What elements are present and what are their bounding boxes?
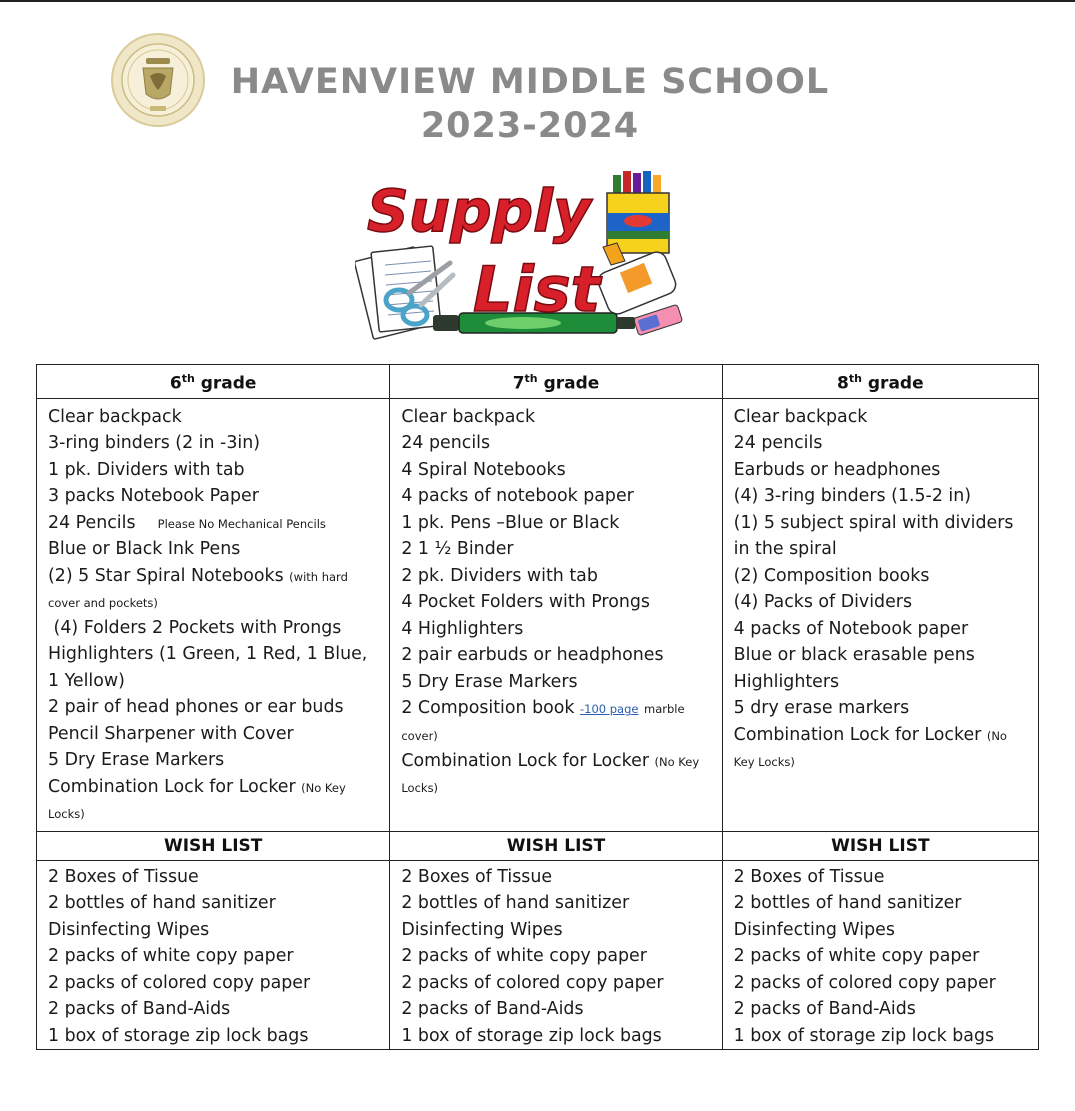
list-item: Earbuds or headphones [733, 459, 941, 480]
list-item: Blue or Black Ink Pens [48, 539, 241, 560]
list-item: 2 packs of colored copy paper [733, 972, 996, 993]
list-item: 2 packs of Band-Aids [48, 999, 231, 1020]
list-item: (2) Composition books [733, 565, 930, 586]
list-item: 3 packs Notebook Paper [48, 486, 259, 507]
list-item: 4 packs of Notebook paper [733, 618, 969, 639]
grade-7-wish-list [390, 860, 722, 1050]
list-item: (4) 3-ring binders (1.5-2 in) [733, 486, 972, 507]
list-item: 2 Boxes of Tissue [48, 866, 199, 887]
list-item: 4 Spiral Notebooks [401, 459, 566, 480]
grade-6-wish-list [37, 860, 390, 1050]
list-item: 2 packs of white copy paper [401, 946, 647, 967]
list-item: 2 packs of colored copy paper [48, 972, 311, 993]
list-item: 24 pencils [733, 433, 823, 454]
list-item: 2 Boxes of Tissue [733, 866, 885, 887]
list-item: Pencil Sharpener with Cover [48, 723, 294, 744]
wish-list-header-6: WISH LIST [37, 831, 390, 860]
list-item: Combination Lock for Locker (No Key Locks) [733, 724, 1007, 769]
wish-list-header-7: WISH LIST [390, 831, 722, 860]
item-note: (No Key Locks) [733, 728, 1007, 769]
grade-8-supplies [722, 398, 1038, 831]
grade-7-supplies [390, 398, 722, 831]
school-name: HAVENVIEW MIDDLE SCHOOL [230, 62, 830, 102]
list-item: (4) Packs of Dividers [733, 592, 913, 613]
list-item: 2 bottles of hand sanitizer [48, 893, 276, 914]
crayon-box-icon [607, 171, 669, 253]
supply-list-table [36, 364, 1039, 1050]
list-item: 4 packs of notebook paper [401, 486, 634, 507]
list-item: 4 Highlighters [401, 618, 524, 639]
list-item: 2 packs of Band-Aids [401, 999, 584, 1020]
list-item: 2 pair of head phones or ear buds [48, 697, 344, 718]
list-item: (2) 5 Star Spiral Notebooks (with hard cover and pockets) [48, 565, 348, 610]
list-item: 24 pencils [401, 433, 491, 454]
supply-list-clipart [355, 165, 695, 345]
list-item: 4 Pocket Folders with Prongs [401, 592, 650, 613]
item-note: Please No Mechanical Pencils [157, 516, 326, 531]
list-item: 1 pk. Dividers with tab [48, 459, 245, 480]
list-item: 2 packs of white copy paper [733, 946, 980, 967]
list-item: 2 bottles of hand sanitizer [401, 893, 630, 914]
list-item: Clear backpack [401, 406, 536, 427]
top-border-line [0, 0, 1075, 2]
list-item: 2 packs of colored copy paper [401, 972, 664, 993]
grade-8-header: 8th grade [722, 365, 1038, 399]
list-item: Disinfecting Wipes [401, 919, 563, 940]
list-item: Combination Lock for Locker (No Key Locks) [401, 751, 700, 796]
list-art-word: List [473, 253, 601, 326]
list-item: (1) 5 subject spiral with dividers in the spiral [733, 512, 1014, 560]
list-item: Clear backpack [48, 406, 182, 427]
supply-art-word: Supply [367, 177, 591, 245]
list-item: 5 Dry Erase Markers [48, 750, 225, 771]
grade-8-wish-list [722, 860, 1038, 1050]
eraser-icon [633, 304, 682, 335]
list-item: Clear backpack [733, 406, 868, 427]
list-item: Highlighters [733, 671, 840, 692]
list-item: 2 bottles of hand sanitizer [733, 893, 962, 914]
grade-7-header: 7th grade [390, 365, 722, 399]
list-item: 1 box of storage zip lock bags [48, 1025, 309, 1046]
list-item: 2 pair earbuds or headphones [401, 645, 664, 666]
item-note: (No Key Locks) [401, 755, 700, 796]
list-item: 2 Boxes of Tissue [401, 866, 553, 887]
list-item: Blue or black erasable pens [733, 645, 975, 666]
wish-list-header-8: WISH LIST [722, 831, 1038, 860]
grade-6-supplies [37, 398, 390, 831]
list-item: 1 pk. Pens –Blue or Black [401, 512, 620, 533]
list-item: 5 dry erase markers [733, 698, 910, 719]
list-item: 2 packs of white copy paper [48, 946, 294, 967]
list-item: Highlighters (1 Green, 1 Red, 1 Blue, 1 Yellow) [48, 644, 368, 691]
list-item: 24 Pencils Please No Mechanical Pencils [48, 512, 326, 533]
list-item: (4) Folders 2 Pockets with Prongs [48, 617, 342, 638]
list-item: 1 box of storage zip lock bags [733, 1025, 995, 1046]
item-note-link: -100 page [580, 702, 639, 717]
item-note: (with hard cover and pockets) [48, 569, 348, 610]
list-item: Disinfecting Wipes [733, 919, 895, 940]
list-item: 1 box of storage zip lock bags [401, 1025, 662, 1046]
notebook-paper-icon [355, 246, 441, 339]
glue-bottle-icon [595, 243, 678, 317]
list-item: 5 Dry Erase Markers [401, 671, 578, 692]
list-item: Disinfecting Wipes [48, 919, 210, 940]
item-note: (No Key Locks) [48, 780, 346, 821]
list-item: 2 1 ½ Binder [401, 539, 514, 560]
list-item: 2 pk. Dividers with tab [401, 565, 598, 586]
list-item: 2 packs of Band-Aids [733, 999, 916, 1020]
list-item: 3-ring binders (2 in -3in) [48, 433, 261, 454]
school-year: 2023-2024 [420, 106, 640, 146]
item-note: marble cover) [401, 702, 685, 744]
list-item: 2 Composition book -100 page marble cover) [401, 698, 685, 744]
grade-6-header: 6th grade [37, 365, 390, 399]
list-item: Combination Lock for Locker (No Key Locks) [48, 776, 346, 821]
